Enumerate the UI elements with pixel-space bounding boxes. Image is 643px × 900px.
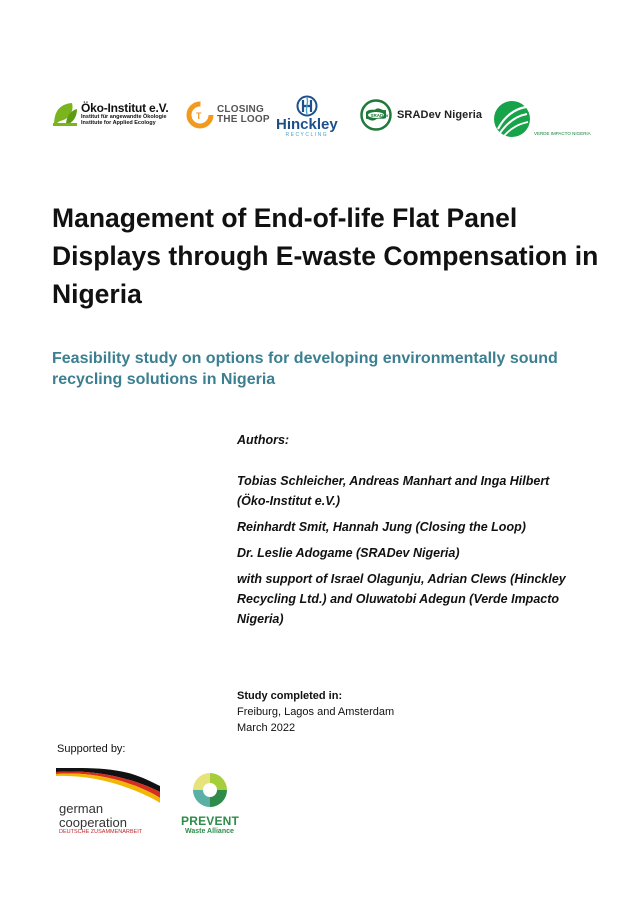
svg-text:SRADev: SRADev [370, 113, 389, 118]
hinckley-emblem-icon [296, 95, 318, 117]
oko-sub-de: Institut für angewandte Ökologie [81, 113, 167, 120]
oko-leaf-icon [52, 101, 78, 127]
author-line: Reinhardt Smit, Hannah Jung (Closing the Loop) [237, 520, 526, 534]
closing-loop-icon [186, 101, 214, 129]
verde-impacto-logo [492, 99, 591, 139]
supported-by-label: Supported by: [57, 743, 126, 755]
oko-sub-en: Institute for Applied Ecology [81, 120, 156, 126]
hinckley-logo [276, 95, 338, 138]
sradev-name: SRADev Nigeria [397, 109, 483, 121]
verde-leaf-icon [492, 99, 532, 139]
document-title: Management of End-of-life Flat Panel Displays through E-waste Compensation in Nigeria [52, 203, 599, 309]
prevent-circle-icon [190, 770, 230, 810]
hinckley-sub: RECYCLING [285, 132, 329, 138]
author-line: with support of Israel Olagunju, Adrian Clews (Hinckley Recycling Ltd.) and Oluwatobi Adegun (Verde Impacto Nigeria) [237, 572, 566, 626]
prevent-sub: Waste Alliance [185, 828, 234, 835]
completion-place: Freiburg, Lagos and Amsterdam [237, 706, 395, 718]
completion-block [237, 688, 394, 736]
hinckley-name: Hinckley [276, 116, 338, 133]
closing-the-loop-logo [186, 101, 270, 129]
author-line: Dr. Leslie Adogame (SRADev Nigeria) [237, 546, 460, 560]
verde-name: VERDE IMPACTO NIGERIA [534, 131, 591, 136]
author-line: Tobias Schleicher, Andreas Manhart and Inga Hilbert (Öko-Institut e.V.) [237, 474, 550, 508]
oko-institut-logo [52, 101, 169, 127]
oko-name: Öko-Institut e.V. [81, 100, 169, 115]
sradev-globe-icon [360, 99, 392, 131]
gc-line2: cooperation [59, 815, 127, 830]
ctl-line1: CLOSING [217, 104, 264, 115]
prevent-waste-alliance-logo [176, 768, 246, 838]
completion-label: Study completed in: [237, 690, 343, 702]
gc-line1: german [59, 801, 104, 816]
sradev-logo [360, 99, 482, 131]
ctl-line2: THE LOOP [217, 114, 270, 125]
german-flag-swoosh-icon [56, 768, 162, 804]
svg-text:T: T [196, 111, 202, 121]
authors-heading: Authors: [237, 433, 290, 447]
document-subtitle: Feasibility study on options for developing environmentally sound recycling solutions in Nigeria [52, 350, 558, 388]
completion-date: March 2022 [237, 722, 296, 734]
partner-logos [50, 95, 610, 145]
german-cooperation-logo [56, 768, 162, 838]
authors-block [237, 432, 567, 635]
gc-line3: DEUTSCHE ZUSAMMENARBEIT [59, 829, 143, 835]
prevent-name: PREVENT [181, 814, 240, 828]
